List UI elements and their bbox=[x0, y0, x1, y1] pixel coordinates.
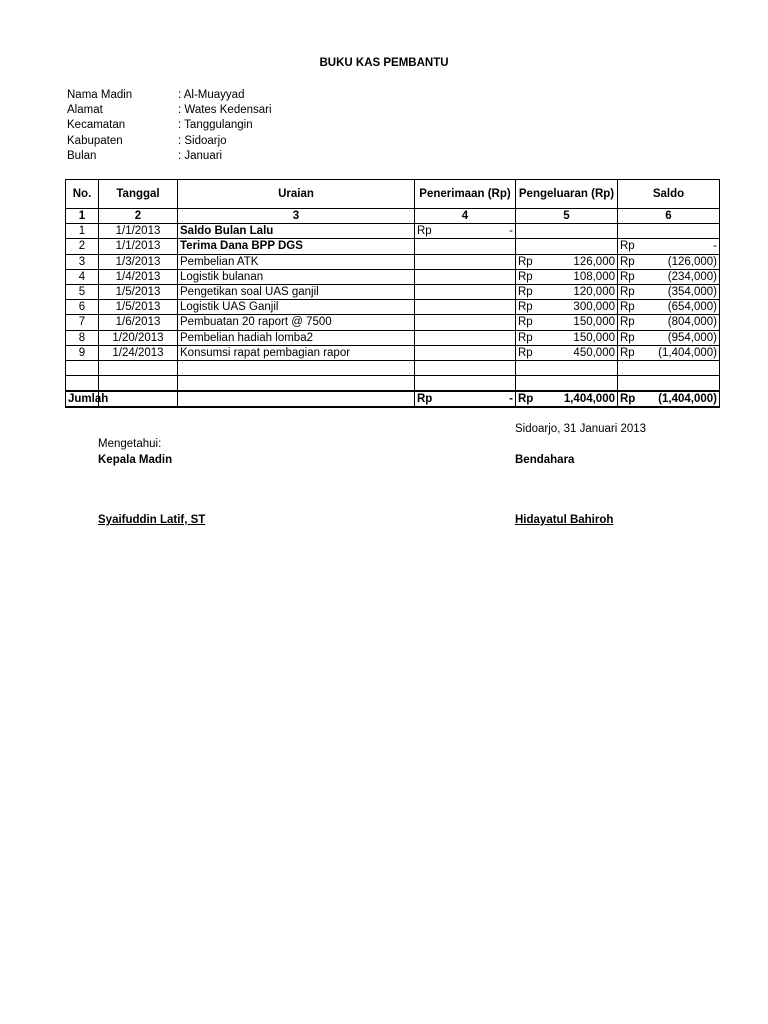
penerimaan-cell bbox=[415, 300, 516, 315]
amount-value: 120,000 bbox=[573, 286, 615, 299]
saldo-cell bbox=[618, 284, 720, 299]
acknowledged-label: Mengetahui: bbox=[98, 438, 162, 450]
currency-label: Rp bbox=[417, 392, 433, 405]
saldo-cell-amount bbox=[620, 331, 717, 345]
info-row bbox=[67, 88, 272, 103]
penerimaan-cell bbox=[415, 284, 516, 299]
currency-label: Rp bbox=[518, 346, 533, 359]
currency-label: Rp bbox=[620, 255, 635, 268]
empty-cell bbox=[178, 391, 415, 407]
row-description: Konsumsi rapat pembagian rapor bbox=[178, 345, 415, 360]
empty-cell bbox=[99, 391, 178, 407]
pengeluaran-cell bbox=[516, 300, 618, 315]
pengeluaran-cell-amount bbox=[518, 285, 615, 299]
total-saldo-amount bbox=[620, 392, 717, 406]
row-number: 7 bbox=[66, 315, 99, 330]
row-description: Pengetikan soal UAS ganjil bbox=[178, 284, 415, 299]
table-row bbox=[66, 315, 720, 330]
amount-value: 1,404,000 bbox=[563, 392, 615, 405]
saldo-cell-amount bbox=[620, 315, 717, 329]
info-label: Nama Madin bbox=[67, 89, 133, 101]
empty-cell bbox=[178, 360, 415, 375]
table-header-row bbox=[66, 180, 720, 209]
info-label: Kabupaten bbox=[67, 134, 123, 147]
total-penerimaan bbox=[415, 391, 516, 407]
table-row bbox=[66, 300, 720, 315]
empty-cell bbox=[415, 360, 516, 375]
empty-cell bbox=[516, 376, 618, 391]
empty-cell bbox=[618, 360, 720, 375]
row-number: 9 bbox=[66, 345, 99, 360]
empty-row bbox=[66, 376, 720, 391]
table-row bbox=[66, 239, 720, 254]
penerimaan-cell-amount bbox=[417, 224, 513, 238]
table-row bbox=[66, 330, 720, 345]
amount-value: (126,000) bbox=[667, 255, 717, 268]
amount-value: (1,404,000) bbox=[658, 392, 717, 405]
row-description: Logistik UAS Ganjil bbox=[178, 300, 415, 315]
total-penerimaan-amount bbox=[417, 392, 513, 406]
penerimaan-cell bbox=[415, 224, 516, 239]
info-value: : Al-Muayyad bbox=[178, 89, 245, 101]
currency-label: Rp bbox=[620, 392, 636, 405]
row-date: 1/20/2013 bbox=[99, 330, 178, 345]
amount-value: 300,000 bbox=[573, 301, 615, 314]
amount-value: 150,000 bbox=[573, 316, 615, 329]
currency-label: Rp bbox=[417, 225, 432, 238]
amount-value: 150,000 bbox=[573, 331, 615, 344]
table-row bbox=[66, 284, 720, 299]
row-number: 4 bbox=[66, 269, 99, 284]
row-date: 1/5/2013 bbox=[99, 300, 178, 315]
amount-value: 126,000 bbox=[573, 255, 615, 268]
table-row bbox=[66, 345, 720, 360]
penerimaan-cell bbox=[415, 345, 516, 360]
document-title: BUKU KAS PEMBANTU bbox=[319, 57, 449, 69]
amount-value: (954,000) bbox=[667, 331, 717, 344]
amount-value: - bbox=[713, 240, 717, 253]
pengeluaran-cell bbox=[516, 239, 618, 254]
row-description: Saldo Bulan Lalu bbox=[178, 224, 415, 239]
saldo-cell bbox=[618, 315, 720, 330]
pengeluaran-cell-amount bbox=[518, 331, 615, 345]
saldo-cell-amount bbox=[620, 270, 717, 284]
column-index: 1 bbox=[66, 209, 99, 224]
total-pengeluaran bbox=[516, 391, 618, 407]
amount-value: (234,000) bbox=[667, 270, 717, 283]
column-index: 5 bbox=[516, 209, 618, 224]
place-date: Sidoarjo, 31 Januari 2013 bbox=[515, 423, 647, 435]
row-description: Logistik bulanan bbox=[178, 269, 415, 284]
saldo-cell-amount bbox=[620, 255, 717, 269]
row-description: Pembuatan 20 raport @ 7500 bbox=[178, 315, 415, 330]
pengeluaran-cell-amount bbox=[518, 255, 615, 269]
pengeluaran-cell bbox=[516, 224, 618, 239]
total-row bbox=[66, 391, 720, 407]
penerimaan-cell bbox=[415, 330, 516, 345]
row-date: 1/1/2013 bbox=[99, 239, 178, 254]
currency-label: Rp bbox=[620, 301, 635, 314]
info-label: Kecamatan bbox=[67, 119, 126, 132]
amount-value: 450,000 bbox=[573, 346, 615, 359]
info-row bbox=[67, 134, 272, 149]
row-date: 1/6/2013 bbox=[99, 315, 178, 330]
table-row bbox=[66, 224, 720, 239]
amount-value: (1,404,000) bbox=[658, 346, 717, 359]
amount-value: (354,000) bbox=[667, 286, 717, 299]
currency-label: Rp bbox=[518, 286, 533, 299]
saldo-cell bbox=[618, 300, 720, 315]
currency-label: Rp bbox=[620, 346, 635, 359]
pengeluaran-cell bbox=[516, 254, 618, 269]
row-number: 1 bbox=[66, 224, 99, 239]
column-header: Penerimaan (Rp) bbox=[415, 180, 516, 209]
row-date: 1/24/2013 bbox=[99, 345, 178, 360]
info-value: : Wates Kedensari bbox=[178, 104, 272, 117]
empty-cell bbox=[99, 376, 178, 391]
amount-value: (654,000) bbox=[667, 301, 717, 314]
column-header: Uraian bbox=[178, 180, 415, 209]
empty-cell bbox=[66, 376, 99, 391]
total-label: Jumlah bbox=[66, 391, 99, 407]
table-row bbox=[66, 269, 720, 284]
penerimaan-cell bbox=[415, 315, 516, 330]
empty-cell bbox=[516, 360, 618, 375]
row-description: Pembelian hadiah lomba2 bbox=[178, 330, 415, 345]
info-value: : Sidoarjo bbox=[178, 134, 227, 147]
pengeluaran-cell-amount bbox=[518, 300, 615, 314]
row-date: 1/5/2013 bbox=[99, 284, 178, 299]
info-block bbox=[67, 88, 272, 164]
row-number: 3 bbox=[66, 254, 99, 269]
info-row bbox=[67, 103, 272, 118]
amount-value: - bbox=[509, 392, 513, 405]
row-description: Terima Dana BPP DGS bbox=[178, 239, 415, 254]
penerimaan-cell bbox=[415, 239, 516, 254]
column-header: Pengeluaran (Rp) bbox=[516, 180, 618, 209]
left-signer-name: Syaifuddin Latif, ST bbox=[98, 514, 206, 526]
saldo-cell bbox=[618, 330, 720, 345]
total-saldo bbox=[618, 391, 720, 407]
info-value: : Tanggulangin bbox=[178, 119, 253, 132]
row-number: 2 bbox=[66, 239, 99, 254]
total-pengeluaran-amount bbox=[518, 392, 615, 406]
right-signer-name: Hidayatul Bahiroh bbox=[515, 514, 614, 526]
info-row bbox=[67, 149, 272, 164]
column-index-row bbox=[66, 209, 720, 224]
saldo-cell-amount bbox=[620, 346, 717, 360]
row-date: 1/1/2013 bbox=[99, 224, 178, 239]
saldo-cell bbox=[618, 254, 720, 269]
row-number: 5 bbox=[66, 284, 99, 299]
saldo-cell bbox=[618, 239, 720, 254]
saldo-cell bbox=[618, 345, 720, 360]
empty-cell bbox=[618, 376, 720, 391]
currency-label: Rp bbox=[518, 392, 534, 405]
penerimaan-cell bbox=[415, 269, 516, 284]
column-header: Tanggal bbox=[99, 180, 178, 209]
row-date: 1/4/2013 bbox=[99, 269, 178, 284]
pengeluaran-cell-amount bbox=[518, 270, 615, 284]
currency-label: Rp bbox=[518, 331, 533, 344]
currency-label: Rp bbox=[620, 286, 635, 299]
currency-label: Rp bbox=[620, 316, 635, 329]
currency-label: Rp bbox=[518, 316, 533, 329]
amount-value: - bbox=[509, 225, 513, 238]
info-value: : Januari bbox=[178, 149, 223, 162]
column-index: 6 bbox=[618, 209, 720, 224]
pengeluaran-cell-amount bbox=[518, 315, 615, 329]
pengeluaran-cell bbox=[516, 269, 618, 284]
row-number: 6 bbox=[66, 300, 99, 315]
right-signer-title: Bendahara bbox=[515, 454, 575, 466]
info-label: Alamat bbox=[67, 104, 103, 117]
pengeluaran-cell bbox=[516, 330, 618, 345]
row-date: 1/3/2013 bbox=[99, 254, 178, 269]
info-row bbox=[67, 118, 272, 133]
empty-cell bbox=[66, 360, 99, 375]
empty-cell bbox=[415, 376, 516, 391]
currency-label: Rp bbox=[518, 255, 533, 268]
column-index: 3 bbox=[178, 209, 415, 224]
left-signer-title: Kepala Madin bbox=[98, 454, 173, 466]
currency-label: Rp bbox=[620, 240, 635, 253]
row-description: Pembelian ATK bbox=[178, 254, 415, 269]
saldo-cell-amount bbox=[620, 300, 717, 314]
empty-row bbox=[66, 360, 720, 375]
amount-value: (804,000) bbox=[667, 316, 717, 329]
saldo-cell bbox=[618, 224, 720, 239]
saldo-cell bbox=[618, 269, 720, 284]
table-row bbox=[66, 254, 720, 269]
column-index: 2 bbox=[99, 209, 178, 224]
pengeluaran-cell-amount bbox=[518, 346, 615, 360]
currency-label: Rp bbox=[620, 331, 635, 344]
pengeluaran-cell bbox=[516, 284, 618, 299]
saldo-cell-amount bbox=[620, 239, 717, 253]
currency-label: Rp bbox=[518, 301, 533, 314]
column-header: No. bbox=[66, 180, 99, 209]
saldo-cell-amount bbox=[620, 285, 717, 299]
empty-cell bbox=[178, 376, 415, 391]
pengeluaran-cell bbox=[516, 315, 618, 330]
row-number: 8 bbox=[66, 330, 99, 345]
column-index: 4 bbox=[415, 209, 516, 224]
pengeluaran-cell bbox=[516, 345, 618, 360]
currency-label: Rp bbox=[518, 270, 533, 283]
penerimaan-cell bbox=[415, 254, 516, 269]
column-header: Saldo bbox=[618, 180, 720, 209]
amount-value: 108,000 bbox=[573, 270, 615, 283]
currency-label: Rp bbox=[620, 270, 635, 283]
ledger-table bbox=[65, 179, 720, 408]
empty-cell bbox=[99, 360, 178, 375]
info-label: Bulan bbox=[67, 149, 97, 162]
